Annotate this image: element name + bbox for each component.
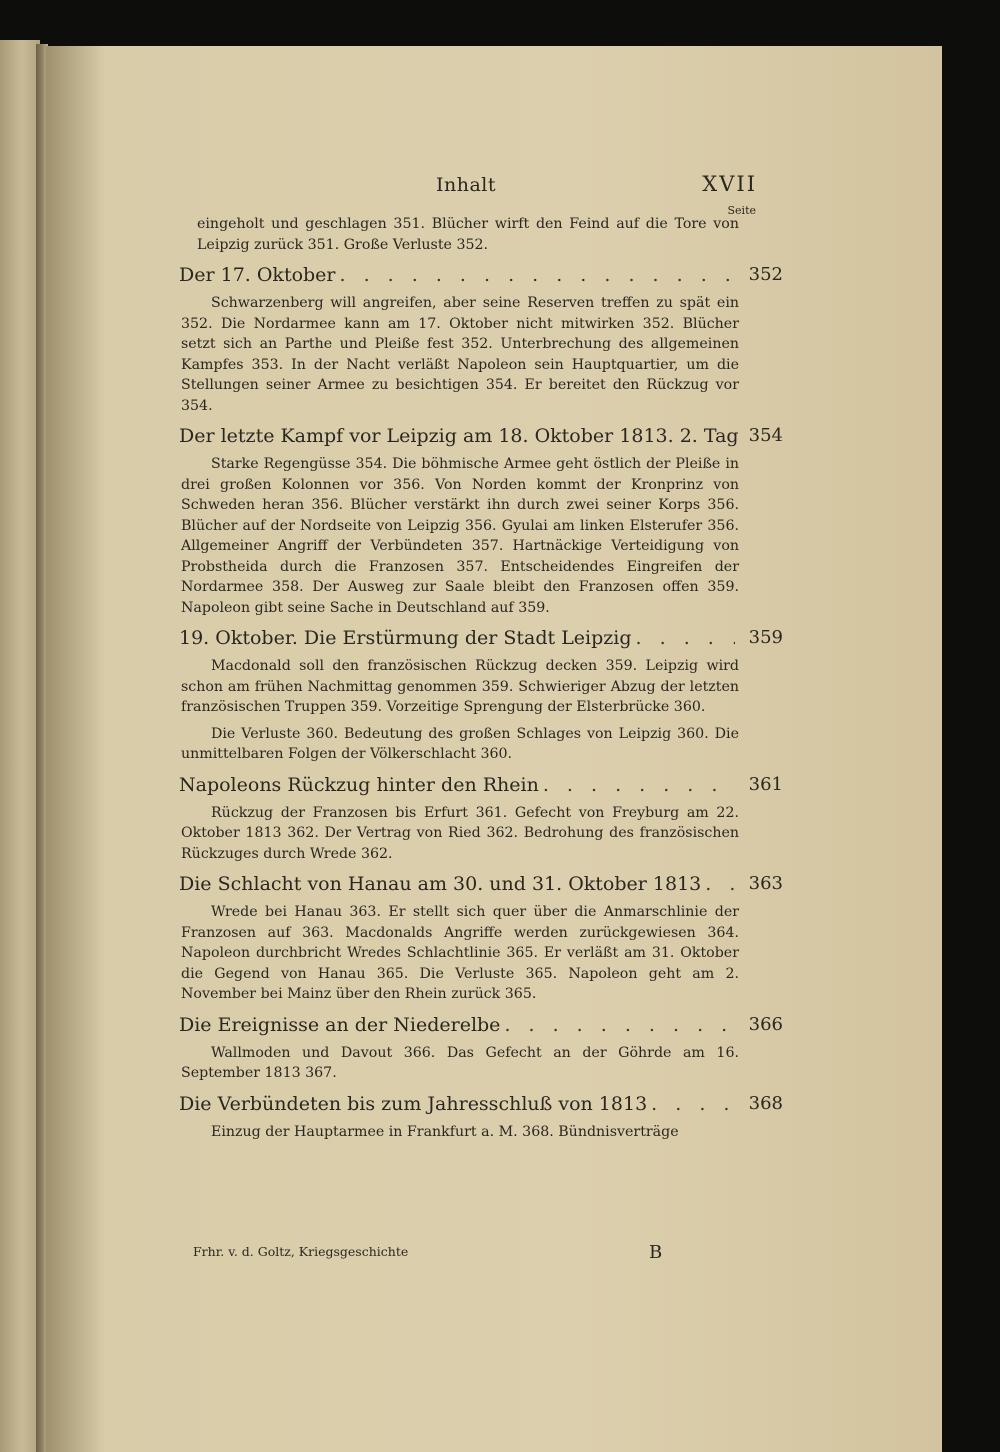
dot-leader <box>636 626 735 650</box>
toc-entry-title: Die Verbündeten bis zum Jahresschluß von 1813 <box>179 1092 648 1115</box>
toc-entry-title: 19. Oktober. Die Erstürmung der Stadt Leipzig <box>179 627 632 649</box>
gutter-shadow <box>46 46 106 1452</box>
toc-entry <box>179 626 783 765</box>
column-label: Seite <box>727 204 756 217</box>
toc-entry-summary: Wallmoden und Davout 366. Das Gefecht an der Göhrde am 16. September 1813 367. <box>181 1044 739 1081</box>
toc-entry <box>179 424 783 618</box>
toc-entry-title-row <box>179 626 783 650</box>
toc-entry <box>179 773 783 865</box>
toc-entry-title-row <box>179 872 783 896</box>
dot-leader <box>340 263 735 287</box>
toc-entry-page: 352 <box>748 264 783 285</box>
toc-entry-page: 359 <box>748 627 783 648</box>
running-title: Inhalt <box>436 174 497 196</box>
toc-entry-summary: Macdonald soll den französischen Rückzug decken 359. Leipzig wird schon am frühen Nachmittag genommen 359. Schwieriger Abzug der letzten französischen Truppen 359. Vorzeitige Sprengung der Elsterbrücke 360. <box>181 658 739 715</box>
page-header <box>46 172 942 217</box>
toc-entry-title: Der letzte Kampf vor Leipzig am 18. Oktober 1813. 2. Tag <box>179 425 739 447</box>
toc-entry <box>179 1092 783 1143</box>
toc-entry-page: 363 <box>748 873 783 894</box>
toc-entry-title: Die Schlacht von Hanau am 30. und 31. Oktober 1813 <box>179 873 702 895</box>
toc-entry-page: 361 <box>748 773 783 795</box>
toc-entry-title-row <box>179 1092 783 1116</box>
toc-entry <box>179 263 783 416</box>
toc-entry-page: 354 <box>748 425 783 446</box>
toc-entry-title-row <box>179 424 783 448</box>
toc-entry-title-row <box>179 263 783 287</box>
toc-entry-page: 366 <box>748 1013 783 1035</box>
dot-leader <box>504 1013 735 1037</box>
table-of-contents <box>179 214 783 1144</box>
toc-entry-title-row <box>179 1013 783 1037</box>
toc-entry <box>179 872 783 1005</box>
toc-entry-summary: Schwarzenberg will angreifen, aber seine Reserven treffen zu spät ein 352. Die Nordarmee kann am 17. Oktober nicht mitwirken 352. Blücher setzt sich an Parthe und Pleiße fest 352. Unterbrechung des allgemeinen Kampfes 353. In der Nacht verläßt Napoleon sein Hauptquartier, um die Stellungen seiner Armee zu besichtigen 354. Er bereitet den Rückzug vor 354. <box>181 295 739 414</box>
dot-leader <box>543 773 735 797</box>
continuation-text: eingeholt und geschlagen 351. Blücher wirft den Feind auf die Tore von Leipzig zurück 351. Große Verluste 352. <box>197 216 739 253</box>
toc-entry-summary: Wrede bei Hanau 363. Er stellt sich quer über die Anmarschlinie der Franzosen auf 363. Macdonalds Angriffe werden zurückgewiesen 364. Napoleon durchbricht Wredes Schlachtlinie 365. Er verläßt am 31. Oktober die Gegend von Hanau 365. Die Verluste 365. Napoleon geht am 2. November bei Mainz über den Rhein zurück 365. <box>181 904 739 1002</box>
book-page <box>46 46 942 1452</box>
toc-entry-summary: Rückzug der Franzosen bis Erfurt 361. Gefecht von Freyburg am 22. Oktober 1813 362. Der Vertrag von Ried 362. Bedrohung des französischen Rückzuges durch Wrede 362. <box>181 804 739 862</box>
toc-entry <box>179 1013 783 1084</box>
footer-author-line: Frhr. v. d. Goltz, Kriegsgeschichte <box>193 1244 409 1259</box>
toc-entry-title: Der 17. Oktober <box>179 264 336 286</box>
toc-entry-page: 368 <box>748 1092 783 1114</box>
toc-entry-title-row <box>179 773 783 797</box>
dot-leader <box>651 1092 735 1116</box>
dot-leader <box>705 872 735 896</box>
previous-page-edge <box>0 40 40 1452</box>
toc-entry-title: Napoleons Rückzug hinter den Rhein <box>179 773 539 796</box>
toc-entry-title: Die Ereignisse an der Niederelbe <box>179 1013 501 1036</box>
toc-entry-summary: Starke Regengüsse 354. Die böhmische Armee geht östlich der Pleiße in drei großen Kolonnen vor 356. Von Norden kommt der Kronprinz von Schweden heran 356. Blücher verstärkt ihn durch zwei seiner Korps 356. Blücher auf der Nordseite von Leipzig 356. Gyulai am linken Elsterufer 356. Allgemeiner Angriff der Verbündeten 357. Hartnäckige Verteidigung von Probstheida durch die Franzosen 357. Entscheidendes Eingreifen der Nordarmee 358. Der Ausweg zur Saale bleibt den Franzosen offen 359. Napoleon gibt seine Sache in Deutschland auf 359. <box>181 456 739 616</box>
page-number: XVII <box>702 172 757 196</box>
toc-entry-summary: Die Verluste 360. Bedeutung des großen Schlages von Leipzig 360. Die unmittelbaren Folgen der Völkerschlacht 360. <box>181 725 739 762</box>
signature-mark: B <box>649 1242 663 1263</box>
toc-entry-summary: Einzug der Hauptarmee in Frankfurt a. M. 368. Bündnisverträge <box>211 1123 679 1140</box>
